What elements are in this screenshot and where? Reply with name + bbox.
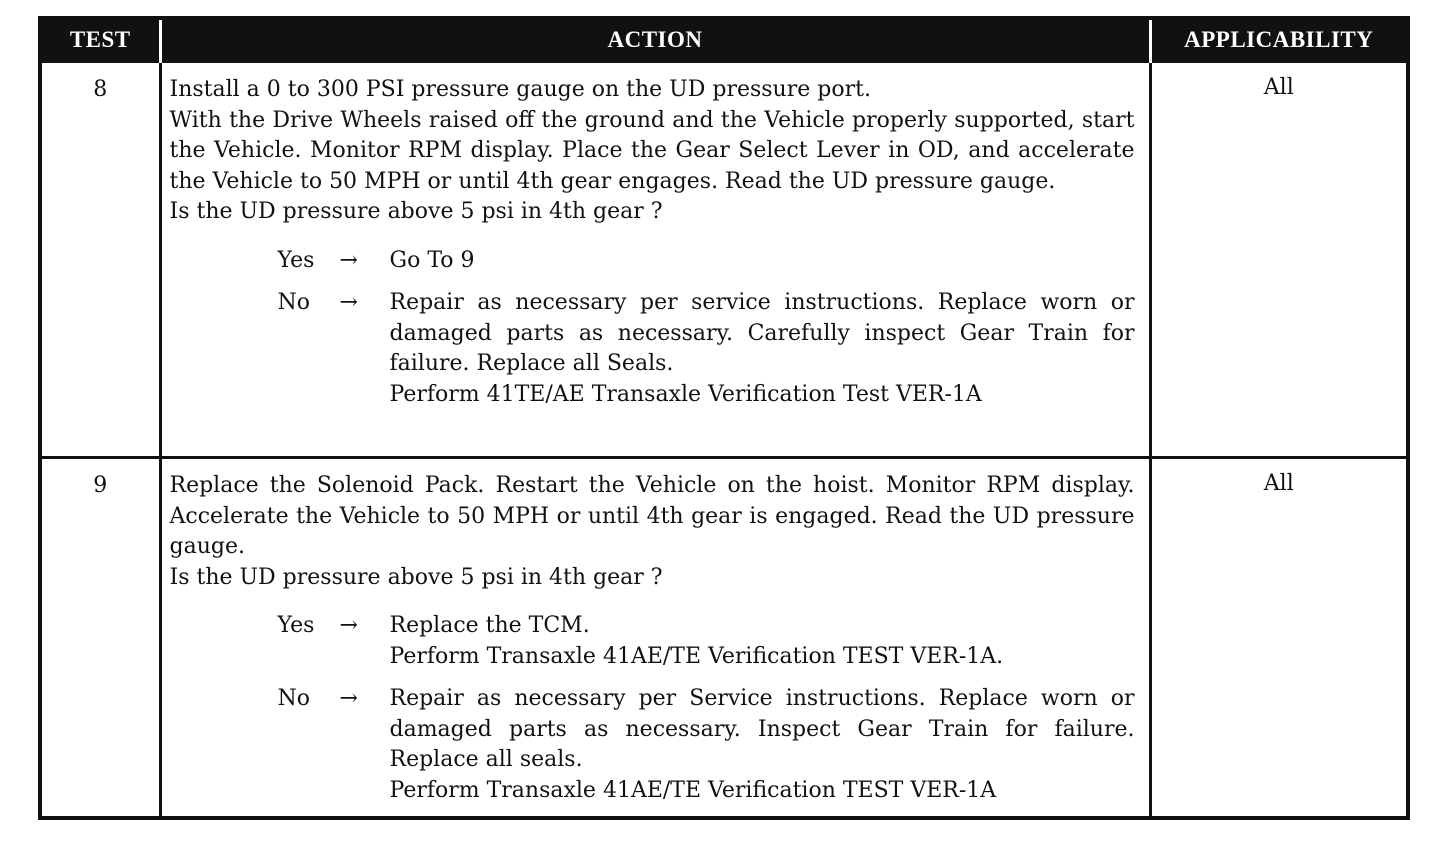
no-label: No [277, 290, 310, 315]
diagnostic-table [38, 16, 1410, 820]
question-line: Is the UD pressure above 5 psi in 4th gear ? [169, 564, 663, 590]
header-row [40, 18, 1408, 62]
test-number: 9 [40, 458, 160, 819]
action-cell [160, 458, 1150, 819]
action-cell [160, 62, 1150, 458]
yes-label: Yes [277, 247, 315, 273]
action-line: Install a 0 to 300 PSI pressure gauge on the UD pressure port. [169, 77, 871, 102]
right-arrow-icon: → [339, 613, 358, 638]
no-text-line: Perform Transaxle 41AE/TE Verification TEST VER-1A [389, 777, 997, 803]
yes-text-line: Replace the TCM. [389, 613, 590, 638]
question-line: Is the UD pressure above 5 psi in 4th gear ? [169, 199, 663, 224]
no-text-line: Repair as necessary per service instructions. Replace worn or damaged parts as necessary. Carefully inspect Gear Train for failure. Replace all Seals. [389, 290, 1135, 376]
no-label: No [277, 686, 310, 711]
header-action: ACTION [160, 18, 1150, 62]
action-line: With the Drive Wheels raised off the ground and the Vehicle properly supported, start the Vehicle. Monitor RPM display. Place the Gear Select Lever in OD, and accelerate the Vehicle to 50 MPH or until 4th gear engages. Read the UD pressure gauge. [169, 107, 1135, 194]
test-row-8 [40, 62, 1408, 458]
action-line: Replace the Solenoid Pack. Restart the Vehicle on the hoist. Monitor RPM display. Accelerate the Vehicle to 50 MPH or until 4th gear is engaged. Read the UD pressure gauge. [169, 473, 1135, 559]
yes-text: Go To 9 [389, 247, 475, 273]
test-number: 8 [40, 62, 160, 458]
right-arrow-icon: → [339, 247, 358, 273]
test-row-9 [40, 458, 1408, 819]
yes-text-line: Perform Transaxle 41AE/TE Verification TEST VER-1A. [389, 643, 1004, 669]
no-text-line: Repair as necessary per Service instructions. Replace worn or damaged parts as necessary. Inspect Gear Train for failure. Replace all seals. [389, 686, 1135, 772]
yes-response [278, 246, 1135, 277]
no-text-line: Perform 41TE/AE Transaxle Verification Test VER-1A [389, 381, 982, 407]
applicability-cell: All [1150, 458, 1408, 819]
yes-response [278, 611, 1135, 672]
right-arrow-icon: → [339, 686, 358, 711]
right-arrow-icon: → [339, 290, 358, 315]
no-response [278, 288, 1135, 410]
yes-text [390, 611, 1135, 672]
header-applicability: APPLICABILITY [1150, 18, 1408, 62]
no-text [390, 288, 1135, 410]
yes-label: Yes [277, 613, 315, 638]
no-response [278, 684, 1135, 806]
no-text [390, 684, 1135, 806]
applicability-cell: All [1150, 62, 1408, 458]
header-test: TEST [40, 18, 160, 62]
